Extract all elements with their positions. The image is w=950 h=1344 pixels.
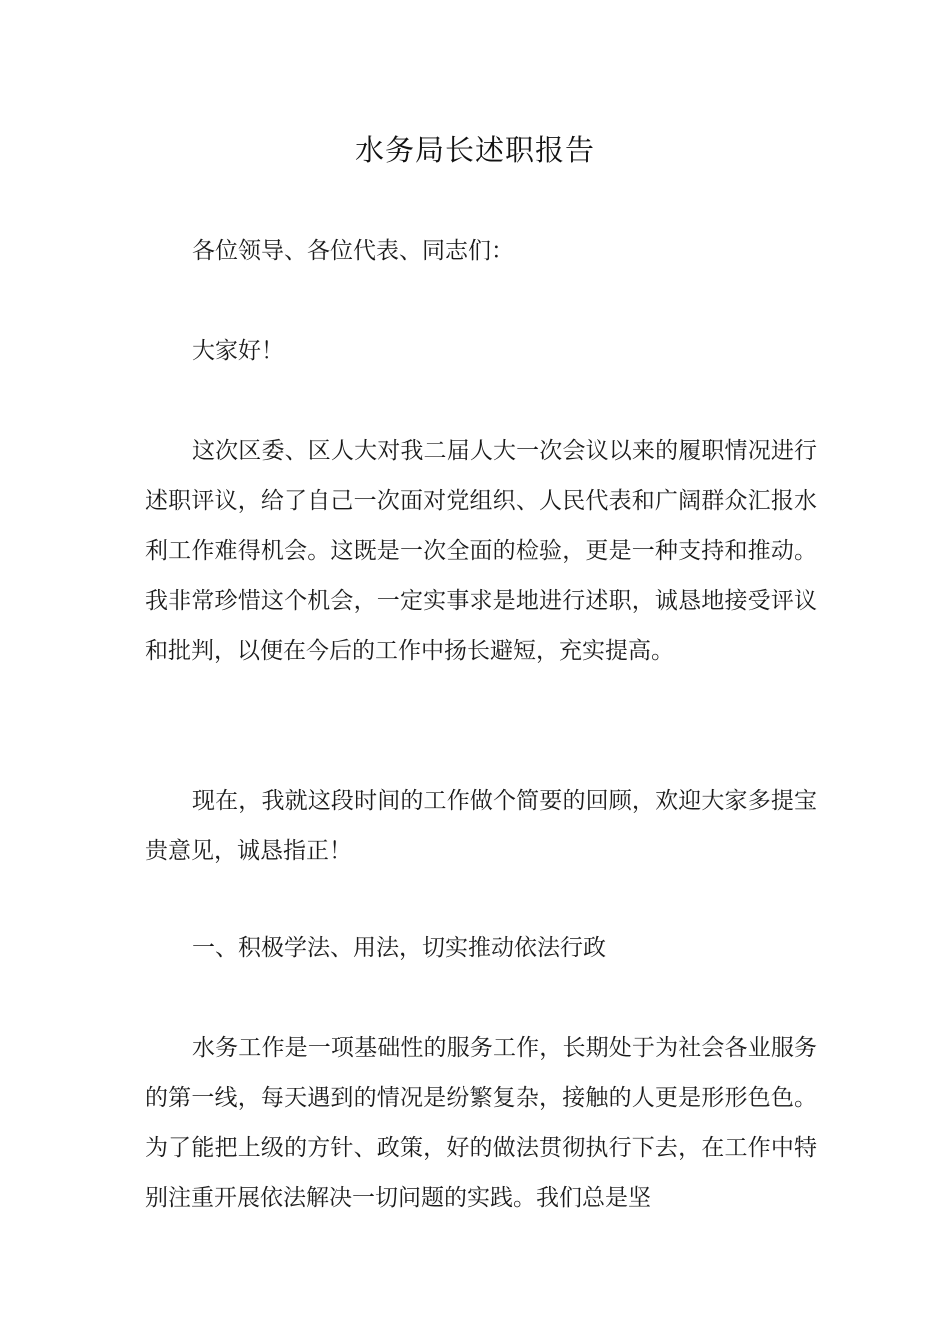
section-heading-1: 一、积极学法、用法，切实推动依法行政 — [192, 935, 606, 961]
greeting-paragraph: 大家好！ — [192, 338, 284, 364]
document-title: 水务局长述职报告 — [354, 133, 595, 167]
water-work-paragraph: 水务工作是一项基础性的服务工作，长期处于为社会各业服务的第一线，每天遇到的情况是纷繁复杂，接触的人更是形形色色。为了能把上级的方针、政策，好的做法贯彻执行下去，在工作中特别注重开展依法解决一切问题的实践。我们总是坚 — [145, 1035, 817, 1211]
review-paragraph: 现在，我就这段时间的工作做个简要的回顾，欢迎大家多提宝贵意见，诚恳指正！ — [145, 788, 817, 864]
salutation-paragraph: 各位领导、各位代表、同志们： — [192, 238, 514, 264]
intro-paragraph: 这次区委、区人大对我二届人大一次会议以来的履职情况进行述职评议，给了自己一次面对党组织、人民代表和广阔群众汇报水利工作难得机会。这既是一次全面的检验，更是一种支持和推动。我非常珍惜这个机会，一定实事求是地进行述职，诚恳地接受评议和批判，以便在今后的工作中扬长避短，充实提高。 — [145, 438, 817, 664]
